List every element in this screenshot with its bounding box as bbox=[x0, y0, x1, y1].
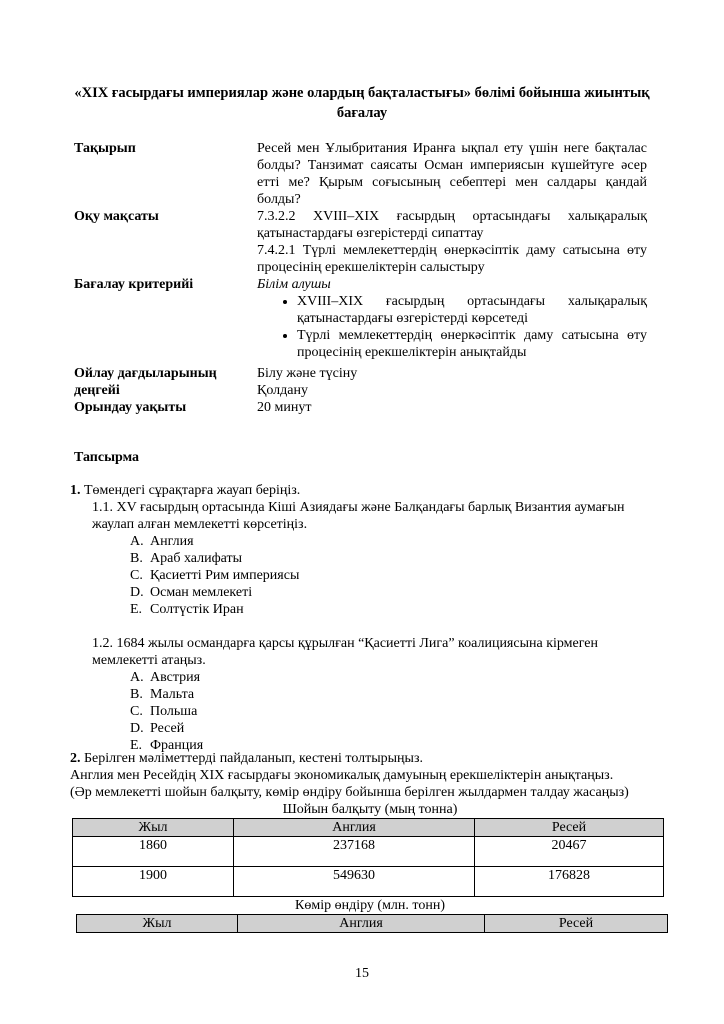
topic-text: Ресей мен Ұлыбритания Иранға ықпал ету үшін неге бақталас болды? Танзимат саясаты Осман империясын күшейтуге әсер етті ме? Қырым соғысының себептері мен салдары қандай болды? bbox=[257, 141, 647, 207]
criteria-label: Бағалау критерийі bbox=[74, 277, 194, 292]
objective-2: 7.4.2.1 Түрлі мемлекеттердің өнеркәсіптік даму сатысына өту процесінің ерекшеліктерін салыстыру bbox=[257, 243, 647, 275]
option-1-1-b: B. Араб халифаты bbox=[130, 551, 243, 566]
table-cell: 549630 bbox=[234, 867, 475, 897]
question-2-number: 2. bbox=[70, 751, 81, 766]
thinking-text bbox=[257, 365, 647, 399]
question-1-1: 1.1. XV ғасырдың ортасында Кіші Азиядағы және Балқандағы барлық Византия аумағын жаулап алған мемлекетті көрсетіңіз. bbox=[92, 500, 625, 532]
table-cell: 237168 bbox=[234, 837, 475, 867]
task-heading: Тапсырма bbox=[74, 450, 140, 465]
cast-iron-table bbox=[72, 818, 664, 897]
info-block bbox=[74, 140, 654, 416]
criteria-item-2: • Түрлі мемлекеттердің өнеркәсіптік даму сатысына өту процесінің ерекшеліктерін анықтайды bbox=[297, 327, 647, 361]
objective-label: Оқу мақсаты bbox=[74, 209, 159, 224]
question-1-2: 1.2. 1684 жылы османдарға қарсы құрылған “Қасиетті Лига” коалициясына кірмеген мемлекетті атаңыз. bbox=[92, 636, 599, 668]
question-2-text: Берілген мәліметтерді пайдаланып, кестені толтырыңыз. bbox=[84, 751, 423, 766]
table-2-caption: Көмір өндіру (млн. тонн) bbox=[295, 898, 445, 913]
question-2-line-2: Англия мен Ресейдің XIX ғасырдағы экономикалық дамуының ерекшеліктерін анықтаңыз. bbox=[70, 768, 614, 783]
option-1-1-a: A. Англия bbox=[130, 534, 194, 549]
table-header-england: Англия bbox=[238, 915, 485, 933]
table-header-row bbox=[77, 915, 668, 933]
criteria-item-1: • XVIII–XIX ғасырдың ортасындағы халықаралық қатынастардағы өзгерістерді көрсетеді bbox=[297, 293, 647, 327]
option-1-2-a: A. Австрия bbox=[130, 670, 201, 685]
table-cell: 1900 bbox=[73, 867, 234, 897]
option-1-2-e: E. Франция bbox=[130, 738, 204, 753]
question-1-1-options bbox=[70, 533, 660, 618]
criteria-intro: Білім алушы bbox=[257, 277, 331, 292]
table-header-year: Жыл bbox=[77, 915, 238, 933]
table-header-england: Англия bbox=[234, 819, 475, 837]
time-value: 20 минут bbox=[257, 400, 312, 415]
table-header-russia: Ресей bbox=[475, 819, 664, 837]
question-1-text: Төмендегі сұрақтарға жауап беріңіз. bbox=[84, 483, 301, 498]
option-1-1-c: C. Қасиетті Рим империясы bbox=[130, 568, 300, 583]
table-header-row bbox=[73, 819, 664, 837]
option-1-2-b: B. Мальта bbox=[130, 687, 195, 702]
table-header-year: Жыл bbox=[73, 819, 234, 837]
option-1-2-d: D. Ресей bbox=[130, 721, 185, 736]
thinking-label: Ойлау дағдыларының деңгейі bbox=[74, 366, 217, 398]
question-2-heading bbox=[70, 750, 670, 767]
table-row bbox=[73, 867, 664, 897]
topic-row bbox=[74, 140, 654, 208]
table-header-russia: Ресей bbox=[485, 915, 668, 933]
thinking-1: Білу және түсіну bbox=[257, 366, 358, 381]
coal-table bbox=[76, 914, 668, 933]
criteria-list bbox=[257, 293, 647, 361]
thinking-row bbox=[74, 365, 654, 399]
question-1 bbox=[70, 482, 660, 754]
question-2 bbox=[70, 750, 670, 933]
table-cell: 176828 bbox=[475, 867, 664, 897]
table-cell: 20467 bbox=[475, 837, 664, 867]
time-label: Орындау уақыты bbox=[74, 400, 187, 415]
option-1-1-e: E. Солтүстік Иран bbox=[130, 602, 244, 617]
question-1-number: 1. bbox=[70, 483, 81, 498]
criteria-row bbox=[74, 276, 654, 361]
objective-row bbox=[74, 208, 654, 276]
question-2-line-3: (Әр мемлекетті шойын балқыту, көмір өндіру бойынша берілген жылдармен талдау жасаңыз) bbox=[70, 785, 629, 800]
question-1-heading bbox=[70, 482, 660, 499]
page-title: «XIX ғасырдағы империялар және олардың бақталастығы» бөлімі бойынша жиынтық бағалау bbox=[74, 85, 650, 121]
topic-label: Тақырып bbox=[74, 141, 136, 156]
option-1-1-d: D. Осман мемлекеті bbox=[130, 585, 253, 600]
table-cell: 1860 bbox=[73, 837, 234, 867]
page-number: 15 bbox=[355, 966, 369, 981]
time-row bbox=[74, 399, 654, 416]
table-row bbox=[73, 837, 664, 867]
option-1-2-c: C. Польша bbox=[130, 704, 198, 719]
table-1-caption: Шойын балқыту (мың тонна) bbox=[282, 802, 458, 817]
criteria-text bbox=[257, 276, 647, 361]
thinking-2: Қолдану bbox=[257, 383, 308, 398]
question-1-2-options bbox=[70, 669, 660, 754]
objective-1: 7.3.2.2 XVIII–XIX ғасырдың ортасындағы халықаралық қатынастардағы өзгерістерді сипаттау bbox=[257, 209, 647, 241]
objective-text bbox=[257, 208, 647, 276]
